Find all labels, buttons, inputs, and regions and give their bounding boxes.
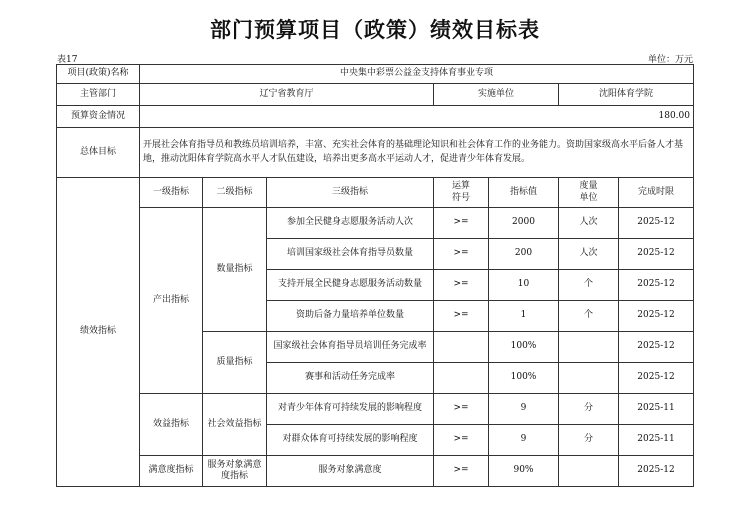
group-benefit: 效益指标 xyxy=(140,394,203,456)
page-title: 部门预算项目（政策）绩效目标表 xyxy=(210,17,540,42)
row-op: >= xyxy=(434,425,489,456)
row-unit: 个 xyxy=(559,301,619,332)
row-name: 国家级社会体育指导员培训任务完成率 xyxy=(267,332,434,363)
budget-row xyxy=(57,106,694,128)
row-op: >= xyxy=(434,301,489,332)
header-value: 指标值 xyxy=(489,178,559,208)
impl-value: 沈阳体育学院 xyxy=(559,84,694,106)
group-output: 产出指标 xyxy=(140,208,203,394)
row-time: 2025-12 xyxy=(619,270,694,301)
row-unit: 分 xyxy=(559,425,619,456)
row-unit xyxy=(559,332,619,363)
row-unit: 分 xyxy=(559,394,619,425)
row-op: >= xyxy=(434,208,489,239)
row-name: 参加全民健身志愿服务活动人次 xyxy=(267,208,434,239)
group-social: 社会效益指标 xyxy=(203,394,267,456)
row-value: 100% xyxy=(489,332,559,363)
row-time: 2025-12 xyxy=(619,208,694,239)
perf-label: 绩效指标 xyxy=(57,178,140,487)
performance-table xyxy=(56,64,694,487)
row-name: 服务对象满意度 xyxy=(267,456,434,487)
table-row xyxy=(57,456,694,487)
row-value: 10 xyxy=(489,270,559,301)
row-value: 2000 xyxy=(489,208,559,239)
group-quantity: 数量指标 xyxy=(203,208,267,332)
row-time: 2025-12 xyxy=(619,301,694,332)
row-unit: 人次 xyxy=(559,208,619,239)
row-value: 9 xyxy=(489,394,559,425)
table-number: 表17 xyxy=(57,55,78,65)
row-name: 资助后备力量培养单位数量 xyxy=(267,301,434,332)
row-unit: 人次 xyxy=(559,239,619,270)
row-name: 对群众体育可持续发展的影响程度 xyxy=(267,425,434,456)
impl-label: 实施单位 xyxy=(434,84,559,106)
row-name: 对青少年体育可持续发展的影响程度 xyxy=(267,394,434,425)
row-op xyxy=(434,332,489,363)
goal-row xyxy=(57,128,694,178)
row-value: 90% xyxy=(489,456,559,487)
row-op xyxy=(434,363,489,394)
row-op: >= xyxy=(434,456,489,487)
dept-label: 主管部门 xyxy=(57,84,140,106)
row-name: 赛事和活动任务完成率 xyxy=(267,363,434,394)
group-service: 服务对象满意 度指标 xyxy=(203,456,267,487)
row-unit xyxy=(559,456,619,487)
project-name-value: 中央集中彩票公益金支持体育事业专项 xyxy=(140,65,694,84)
header-op: 运算 符号 xyxy=(434,178,489,208)
group-satisfaction: 满意度指标 xyxy=(140,456,203,487)
row-unit xyxy=(559,363,619,394)
budget-label: 预算资金情况 xyxy=(57,106,140,128)
row-op: >= xyxy=(434,239,489,270)
row-value: 9 xyxy=(489,425,559,456)
row-name: 支持开展全民健身志愿服务活动数量 xyxy=(267,270,434,301)
row-value: 200 xyxy=(489,239,559,270)
row-time: 2025-11 xyxy=(619,394,694,425)
row-time: 2025-12 xyxy=(619,363,694,394)
group-quality: 质量指标 xyxy=(203,332,267,394)
budget-value: 180.00 xyxy=(140,106,694,128)
header-level2: 二级指标 xyxy=(203,178,267,208)
row-value: 100% xyxy=(489,363,559,394)
dept-value: 辽宁省教育厅 xyxy=(140,84,434,106)
goal-label: 总体目标 xyxy=(57,128,140,178)
row-time: 2025-12 xyxy=(619,456,694,487)
row-op: >= xyxy=(434,394,489,425)
row-op: >= xyxy=(434,270,489,301)
row-name: 培训国家级社会体育指导员数量 xyxy=(267,239,434,270)
row-value: 1 xyxy=(489,301,559,332)
header-time: 完成时限 xyxy=(619,178,694,208)
goal-text: 开展社会体育指导员和教练员培训培养，丰富、充实社会体育的基础理论知识和社会体育工作的业务能力。资助国家级高水平后备人才基地，推动沈阳体育学院高水平人才队伍建设，培养出更多高水平运动人才，促进青少年体育发展。 xyxy=(140,128,694,178)
header-level3: 三级指标 xyxy=(267,178,434,208)
header-unit: 度量 单位 xyxy=(559,178,619,208)
department-row xyxy=(57,84,694,106)
table-row xyxy=(57,394,694,425)
row-unit: 个 xyxy=(559,270,619,301)
indicator-header-row xyxy=(57,178,694,208)
row-time: 2025-12 xyxy=(619,239,694,270)
project-name-row xyxy=(57,65,694,84)
unit-label: 单位：万元 xyxy=(647,55,693,65)
row-time: 2025-11 xyxy=(619,425,694,456)
row-time: 2025-12 xyxy=(619,332,694,363)
project-name-label: 项目(政策)名称 xyxy=(57,65,140,84)
header-level1: 一级指标 xyxy=(140,178,203,208)
table-row xyxy=(57,208,694,239)
